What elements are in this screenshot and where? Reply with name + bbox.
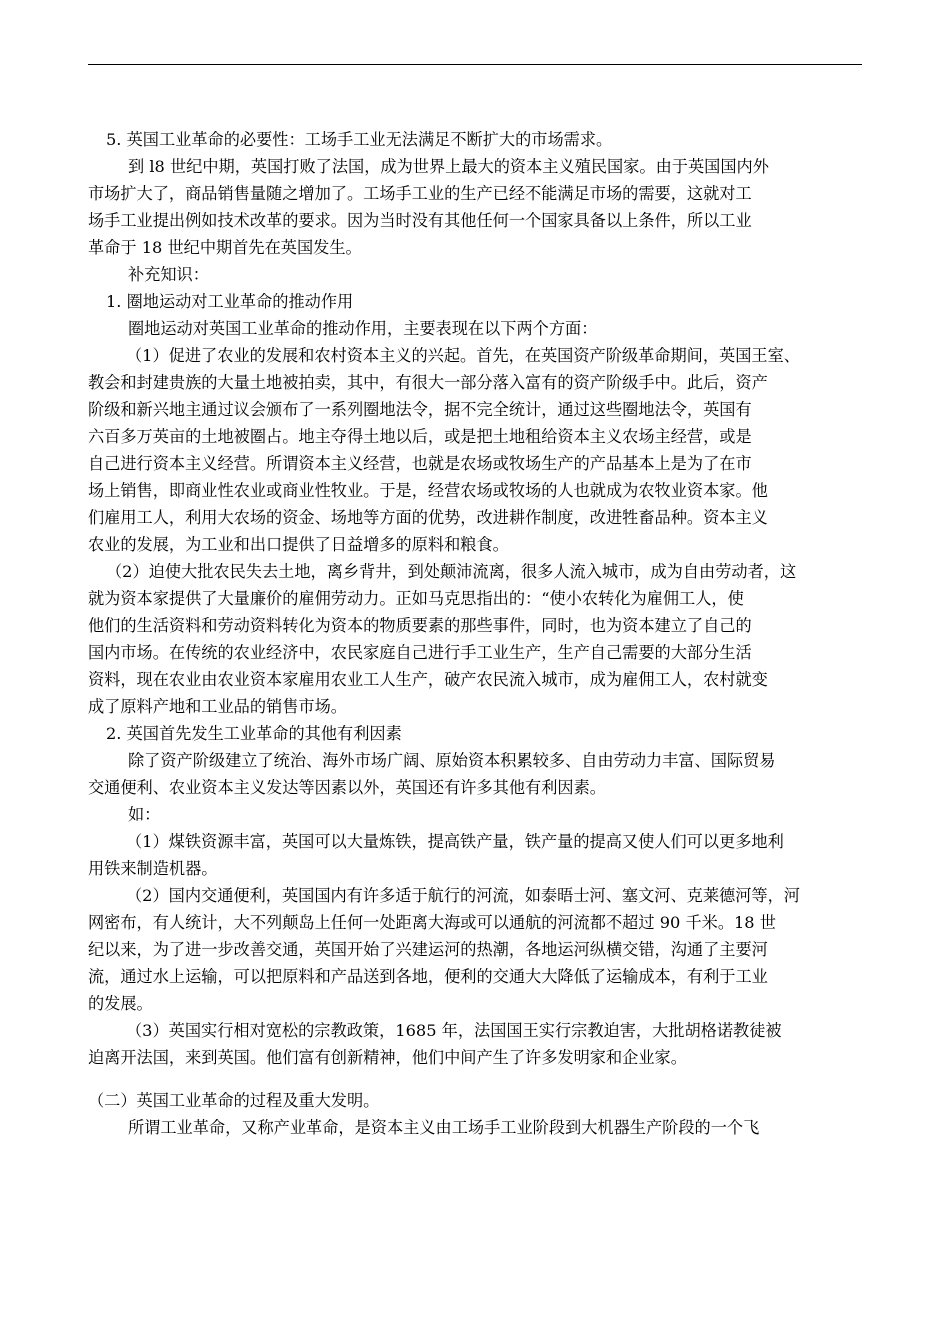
text-line: 1. 圈地运动对工业革命的推动作用 bbox=[106, 292, 354, 311]
document-body bbox=[88, 126, 864, 1141]
text-line: 六百多万英亩的土地被圈占。地主夺得土地以后，或是把土地租给资本主义农场主经营，或是 bbox=[88, 427, 752, 446]
text-line: 自己进行资本主义经营。所谓资本主义经营，也就是农场或牧场生产的产品基本上是为了在市 bbox=[88, 454, 752, 473]
text-line: （2）迫使大批农民失去土地，离乡背井，到处颠沛流离，很多人流入城市，成为自由劳动者，这 bbox=[106, 562, 797, 581]
text-line: 5. 英国工业革命的必要性：工场手工业无法满足不断扩大的市场需求。 bbox=[106, 130, 613, 149]
text-line: 所谓工业革命，又称产业革命，是资本主义由工场手工业阶段到大机器生产阶段的一个飞 bbox=[128, 1118, 760, 1137]
header-rule bbox=[88, 64, 862, 65]
text-line: 国内市场。在传统的农业经济中，农民家庭自己进行手工业生产，生产自己需要的大部分生活 bbox=[88, 643, 752, 662]
text-line: 市场扩大了，商品销售量随之增加了。工场手工业的生产已经不能满足市场的需要，这就对工 bbox=[88, 184, 752, 203]
text-line: 流，通过水上运输，可以把原料和产品送到各地，便利的交通大大降低了运输成本，有利于工业 bbox=[88, 967, 768, 986]
text-line: 的发展。 bbox=[88, 994, 153, 1013]
text-line: 交通便利、农业资本主义发达等因素以外，英国还有许多其他有利因素。 bbox=[88, 778, 606, 797]
text-line: 用铁来制造机器。 bbox=[88, 859, 218, 878]
text-line: （1）煤铁资源丰富，英国可以大量炼铁，提高铁产量，铁产量的提高又使人们可以更多地利 bbox=[126, 832, 784, 851]
text-line: 革命于 18 世纪中期首先在英国发生。 bbox=[88, 238, 362, 257]
text-line: 圈地运动对英国工业革命的推动作用，主要表现在以下两个方面： bbox=[128, 319, 598, 338]
text-line: 阶级和新兴地主通过议会颁布了一系列圈地法令，据不完全统计，通过这些圈地法令，英国有 bbox=[88, 400, 752, 419]
text-line: 除了资产阶级建立了统治、海外市场广阔、原始资本积累较多、自由劳动力丰富、国际贸易 bbox=[128, 751, 776, 770]
text-line: 网密布，有人统计，大不列颠岛上任何一处距离大海或可以通航的河流都不超过 90 千米。18 世 bbox=[88, 913, 776, 932]
text-line: 2. 英国首先发生工业革命的其他有利因素 bbox=[106, 724, 402, 743]
text-line: 场上销售，即商业性农业或商业性牧业。于是，经营农场或牧场的人也就成为农牧业资本家。他 bbox=[88, 481, 768, 500]
text-line: 补充知识： bbox=[128, 265, 209, 284]
text-line: 资料，现在农业由农业资本家雇用农业工人生产，破产农民流入城市，成为雇佣工人，农村就变 bbox=[88, 670, 768, 689]
text-line: 成了原料产地和工业品的销售市场。 bbox=[88, 697, 347, 716]
paragraph-gap bbox=[88, 1071, 864, 1087]
text-line: 他们的生活资料和劳动资料转化为资本的物质要素的那些事件，同时，也为资本建立了自己的 bbox=[88, 616, 752, 635]
text-line: （3）英国实行相对宽松的宗教政策，1685 年，法国国王实行宗教迫害，大批胡格诺教徒被 bbox=[126, 1021, 782, 1040]
text-line: 农业的发展，为工业和出口提供了日益增多的原料和粮食。 bbox=[88, 535, 509, 554]
text-line: 纪以来，为了进一步改善交通，英国开始了兴建运河的热潮，各地运河纵横交错，沟通了主要河 bbox=[88, 940, 768, 959]
text-line: 教会和封建贵族的大量土地被拍卖，其中，有很大一部分落入富有的资产阶级手中。此后，资产 bbox=[88, 373, 768, 392]
text-line: 就为资本家提供了大量廉价的雇佣劳动力。正如马克思指出的：“使小农转化为雇佣工人，使 bbox=[88, 589, 744, 608]
text-line: （2）国内交通便利，英国国内有许多适于航行的河流，如泰晤士河、塞文河、克莱德河等，河 bbox=[126, 886, 800, 905]
text-line: 如： bbox=[128, 805, 161, 824]
text-line: 场手工业提出例如技术改革的要求。因为当时没有其他任何一个国家具备以上条件，所以工业 bbox=[88, 211, 752, 230]
text-line: （1）促进了农业的发展和农村资本主义的兴起。首先，在英国资产阶级革命期间，英国王室、 bbox=[126, 346, 800, 365]
text-line: 到 l8 世纪中期，英国打败了法国，成为世界上最大的资本主义殖民国家。由于英国国内外 bbox=[128, 157, 769, 176]
text-line: 们雇用工人，利用大农场的资金、场地等方面的优势，改进耕作制度，改进牲畜品种。资本主义 bbox=[88, 508, 768, 527]
text-line: 迫离开法国，来到英国。他们富有创新精神，他们中间产生了许多发明家和企业家。 bbox=[88, 1048, 687, 1067]
text-line: （二）英国工业革命的过程及重大发明。 bbox=[88, 1091, 380, 1110]
